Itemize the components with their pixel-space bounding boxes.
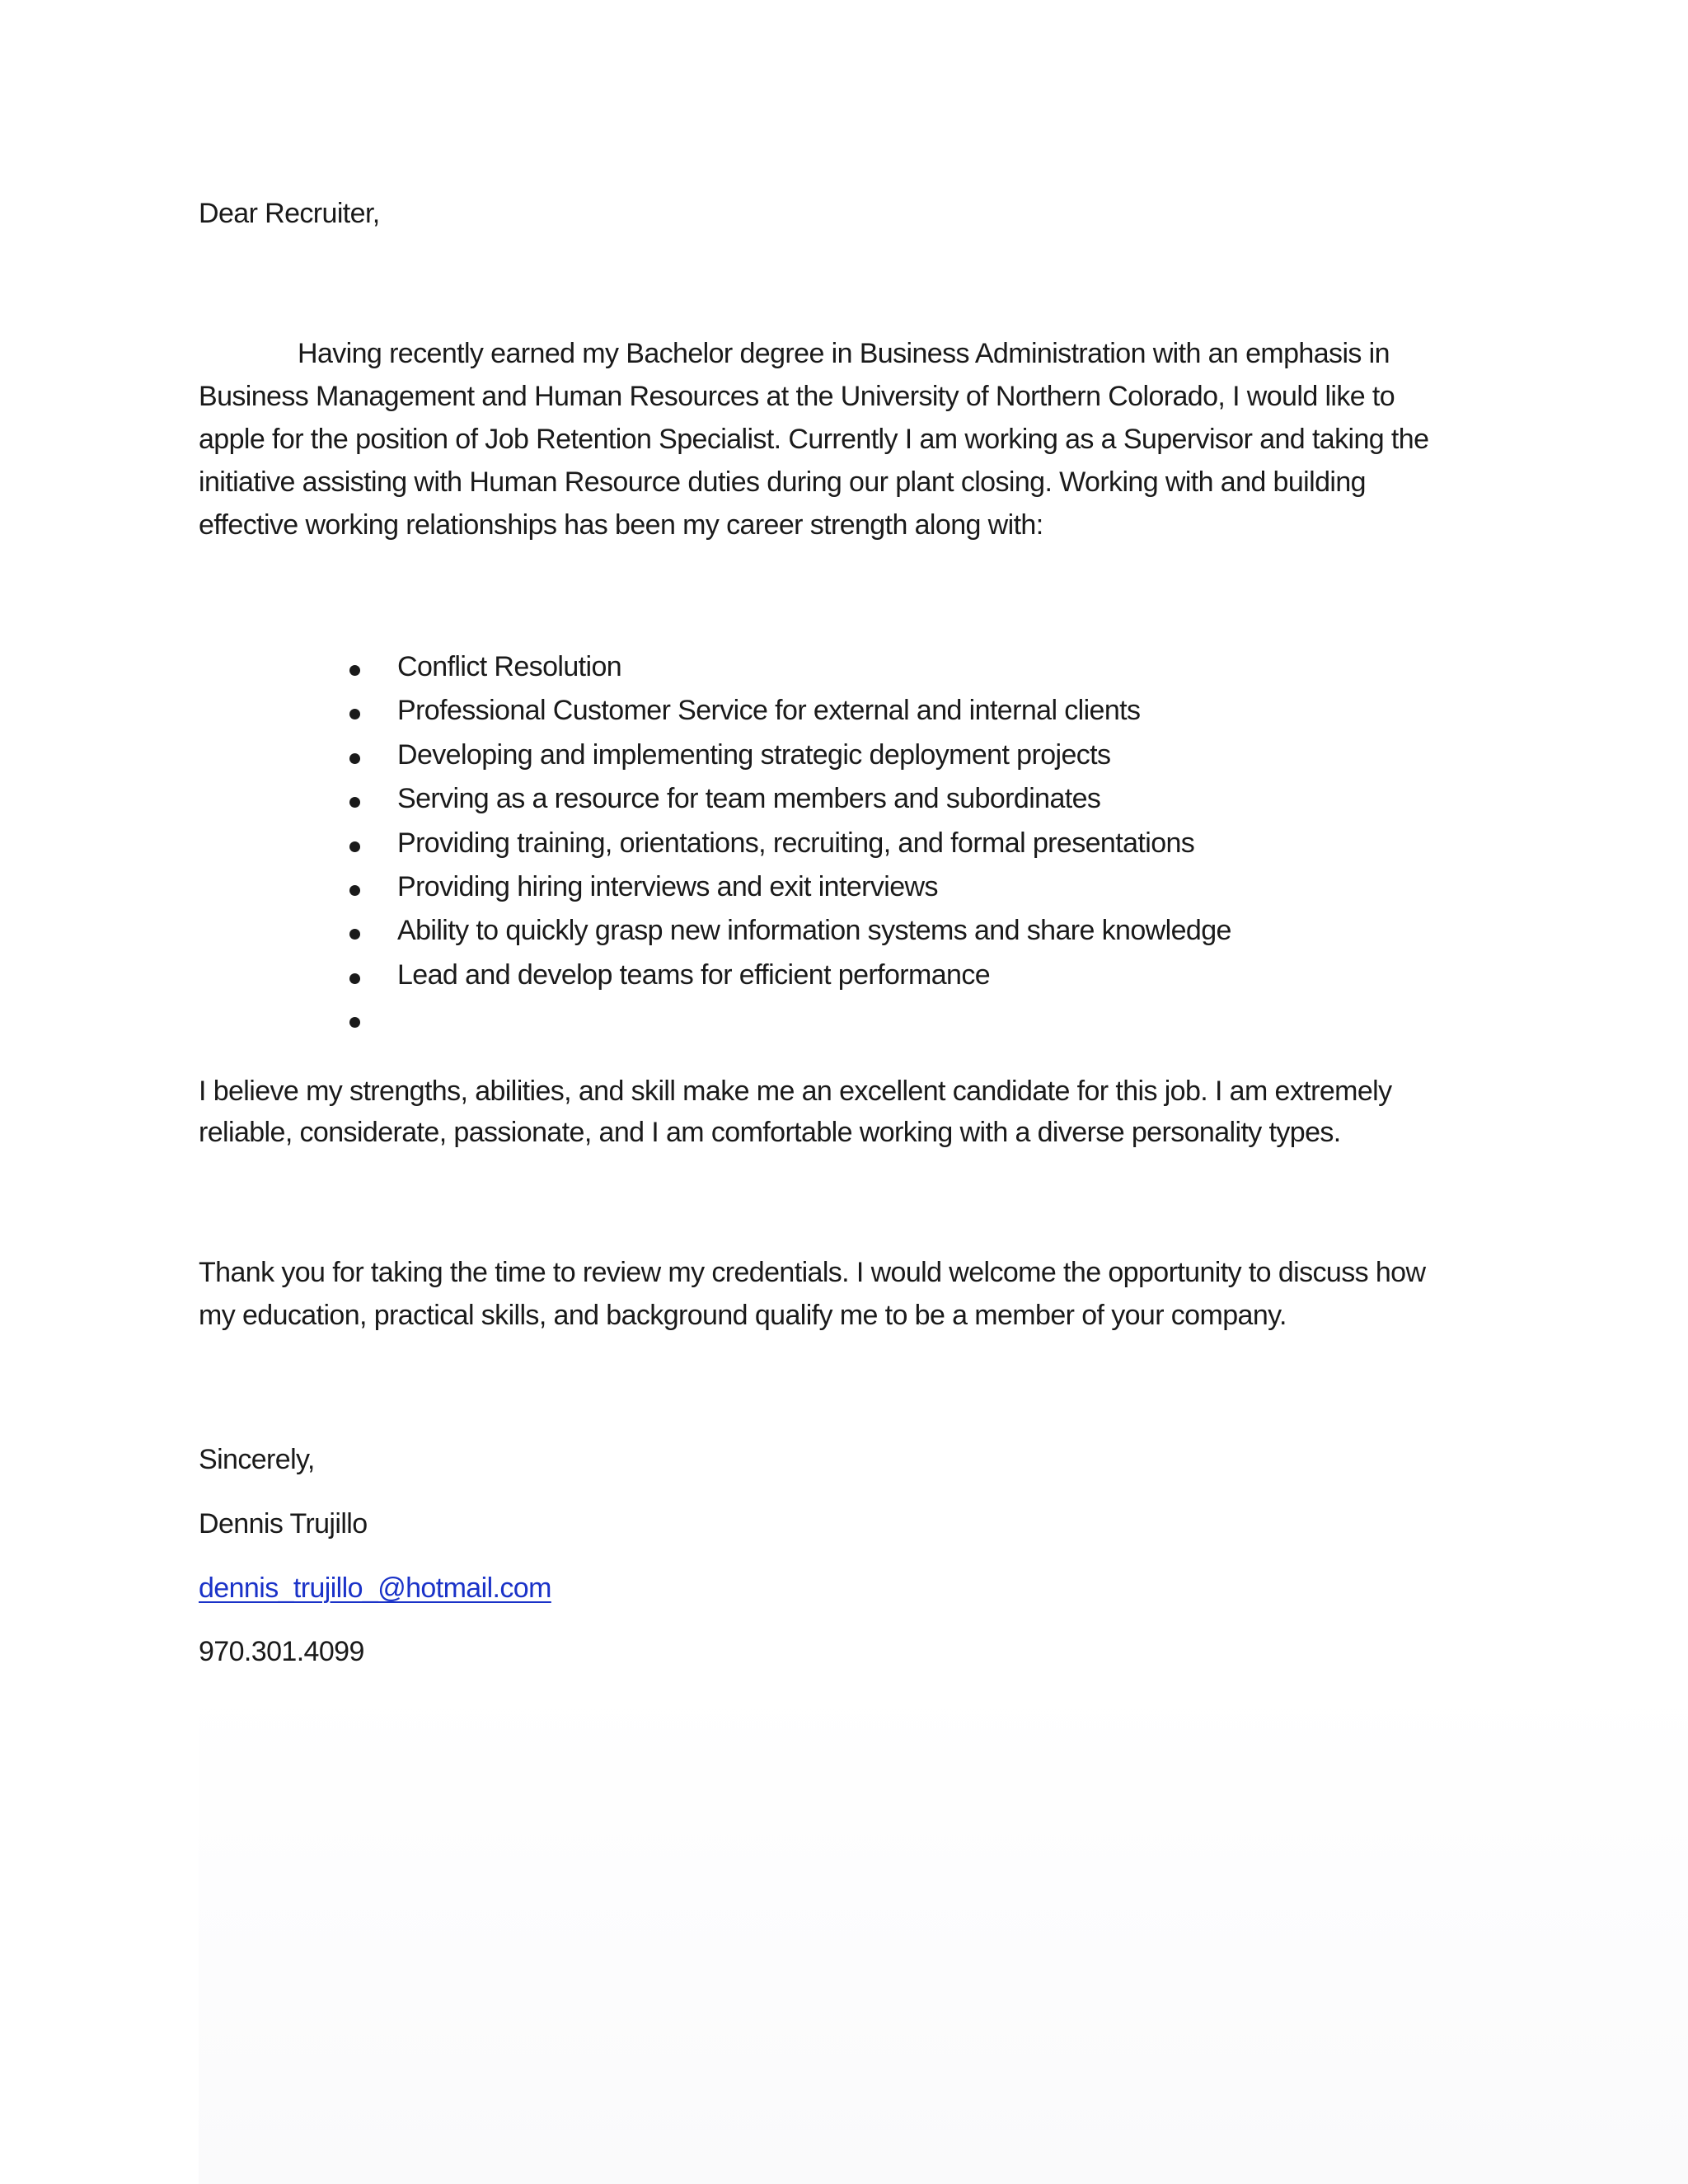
email-link[interactable]: dennis_trujillo_@hotmail.com: [199, 1572, 551, 1604]
intro-line: apple for the position of Job Retention Specialist. Currently I am working as a Supervisor and taking the: [199, 424, 1429, 455]
page-bottom-shade: [199, 1681, 1688, 2184]
list-item-text: Lead and develop teams for efficient performance: [397, 959, 991, 991]
bullet-icon: [349, 797, 360, 808]
intro-line: Having recently earned my Bachelor degree in Business Administration with an emphasis in: [298, 338, 1390, 369]
belief-line: I believe my strengths, abilities, and skill make me an excellent candidate for this job. I am extremely: [199, 1076, 1392, 1107]
list-item-text: Serving as a resource for team members and subordinates: [397, 783, 1101, 814]
list-item-text: Developing and implementing strategic deployment projects: [397, 739, 1111, 771]
list-item-text: Ability to quickly grasp new information systems and share knowledge: [397, 915, 1231, 946]
bullet-icon: [349, 753, 360, 764]
thanks-line: Thank you for taking the time to review my credentials. I would welcome the opportunity to discuss how: [199, 1257, 1426, 1288]
bullet-icon: [349, 841, 360, 852]
bullet-icon: [349, 665, 360, 676]
list-item-text: Providing hiring interviews and exit interviews: [397, 871, 938, 902]
bullet-icon: [349, 709, 360, 719]
list-item-text: Professional Customer Service for external and internal clients: [397, 695, 1141, 726]
bullet-icon: [349, 929, 360, 940]
bullet-icon: [349, 973, 360, 984]
intro-line: initiative assisting with Human Resource duties during our plant closing. Working with and building: [199, 466, 1366, 498]
intro-line: Business Management and Human Resources at the University of Northern Colorado, I would like to: [199, 381, 1395, 412]
bullet-icon: [349, 1017, 360, 1028]
closing-text: Sincerely,: [199, 1444, 315, 1475]
intro-line: effective working relationships has been my career strength along with:: [199, 509, 1043, 541]
salutation-text: Dear Recruiter,: [199, 198, 380, 229]
list-item-text: Providing training, orientations, recruiting, and formal presentations: [397, 827, 1195, 859]
list-item-text: Conflict Resolution: [397, 651, 622, 682]
bullet-icon: [349, 885, 360, 896]
thanks-line: my education, practical skills, and background qualify me to be a member of your company.: [199, 1300, 1287, 1331]
phone-number: 970.301.4099: [199, 1636, 364, 1667]
sender-name: Dennis Trujillo: [199, 1508, 368, 1540]
belief-line: reliable, considerate, passionate, and I am comfortable working with a diverse personality types.: [199, 1117, 1341, 1148]
